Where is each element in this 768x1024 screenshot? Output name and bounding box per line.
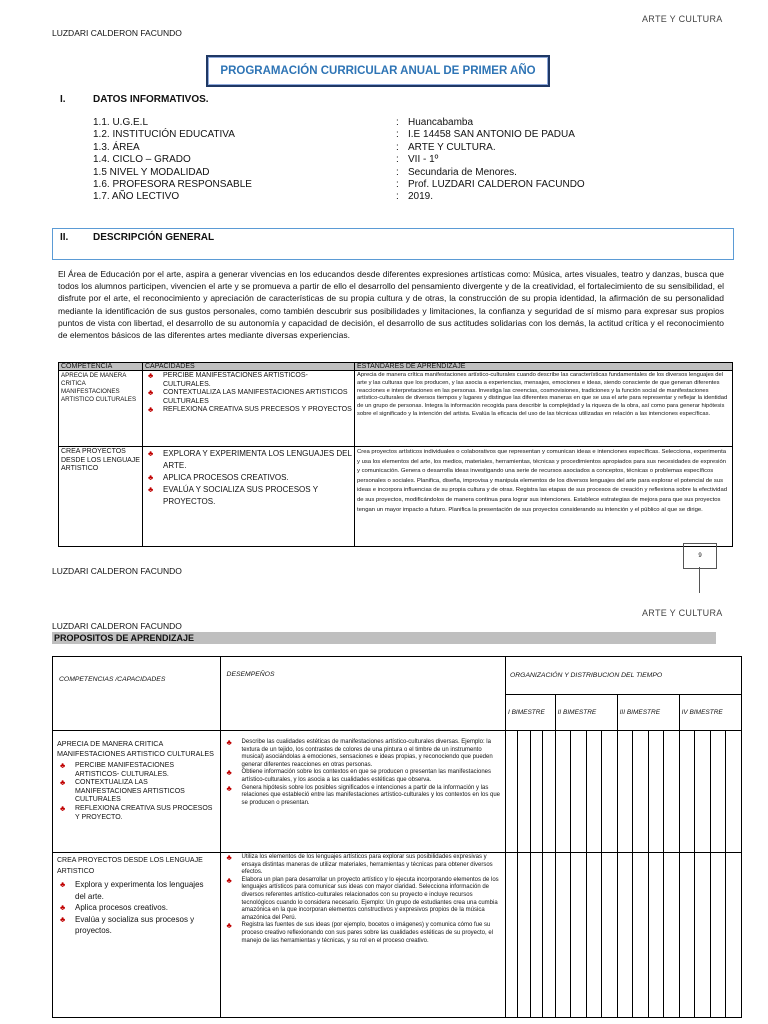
table-row: [59, 447, 733, 547]
header-bimestre-4: IV BIMESTRE: [679, 695, 741, 731]
section-2-title: DESCRIPCIÓN GENERAL: [93, 232, 215, 243]
competencia-cell: CREA PROYECTOS DESDE LOS LENGUAJE ARTISTICO: [59, 447, 143, 547]
list-item: ♣ CONTEXTUALIZA LAS MANIFESTACIONES ARTISTICOS CULTURALES: [145, 389, 352, 406]
info-row: 1.1. U.G.E.L : Huancabamba: [93, 117, 474, 128]
page-number-line: [699, 567, 700, 593]
table-row: [53, 853, 742, 1018]
list-item: ♣ EXPLORA Y EXPERIMENTA LOS LENGUAJES DEL ARTE.: [145, 448, 352, 472]
info-list: [93, 117, 693, 204]
header-area-label: ARTE Y CULTURA: [642, 14, 723, 24]
list-item: ♣ Aplica procesos creativos.: [57, 902, 216, 914]
list-item: ♣ PERCIBE MANIFESTACIONES ARTISTICOS-CULTURALES.: [145, 372, 352, 389]
list-item: ♣ Explora y experimenta los lenguajes del arte.: [57, 879, 216, 902]
header-desempenos: DESEMPEÑOS: [220, 657, 505, 731]
list-item: ♣ EVALÚA Y SOCIALIZA SUS PROCESOS Y PROYECTOS.: [145, 484, 352, 508]
competencies-table: [58, 362, 733, 547]
purposes-title: PROPOSITOS DE APRENDIZAJE: [52, 632, 716, 644]
header-bimestre-2: II BIMESTRE: [555, 695, 617, 731]
info-row: 1.7. AÑO LECTIVO : 2019.: [93, 191, 434, 203]
competencia-cell: APRECIA DE MANERA CRITICA MANIFESTACIONES ARTISTICO CULTURALES ♣ PERCIBE MANIFESTACIONES ARTISTICOS- CULTURALES. ♣ CONTEXTUALIZA LAS MANIFESTACIONES ARTISTICOS CULTURALES ♣ REFLEXIONA CREATIVA SUS PROCESOS Y PROYECTO.: [53, 731, 221, 853]
list-item: ♣ APLICA PROCESOS CREATIVOS.: [145, 472, 352, 484]
competencia-cell: APRECIA DE MANERA CRITICA MANIFESTACIONES ARTISTICO CULTURALES: [59, 371, 143, 447]
list-item: ♣ PERCIBE MANIFESTACIONES ARTISTICOS- CULTURALES.: [57, 762, 216, 779]
list-item: ♣ REFLEXIONA CREATIVA SUS PROCESOS Y PROYECTO.: [57, 805, 216, 822]
info-row: 1.3. ÁREA : ARTE Y CULTURA.: [93, 141, 496, 153]
estandar-cell: Crea proyectos artísticos individuales o colaborativos que representan y comunican ideas e intenciones específicas. Selecciona, experimenta y usa los elementos del arte, los medios, materiales, herramientas, técnicas y procedimientos apropiados para sus necesidades de expresión y comunicación. Genera o desarrolla ideas investigando una serie de recursos asociados a conceptos, técnicas o problemas específicos personales o sociales. Planifica, diseña, improvisa y manipula elementos de los diversos lenguajes del arte para explorar el potencial de sus ideas e incorpora influencias de su propia cultura y de otras. Registra las etapas de sus procesos de creación y reflexiona sobre la efectividad de sus proyectos, modificándolos de manera continua para lograr sus intenciones. Establece estrategias de mejora para que sus proyectos tengan un mayor impacto a futuro. Planifica la presentación de sus proyectos considerando su intención y el público al que se dirige.: [355, 447, 733, 547]
header-author: LUZDARI CALDERON FACUNDO: [52, 28, 182, 38]
header-bimestre-1: I BIMESTRE: [505, 695, 555, 731]
section-1-number: I.: [60, 94, 66, 105]
info-row: 1.2. INSTITUCIÓN EDUCATIVA : I.E 14458 SAN ANTONIO DE PADUA: [93, 129, 575, 141]
capacidades-cell: [143, 371, 355, 447]
table-row: [59, 371, 733, 447]
purposes-table: [52, 656, 742, 1018]
section-2-number: II.: [60, 232, 69, 243]
document-title: PROGRAMACIÓN CURRICULAR ANUAL DE PRIMER AÑO: [206, 55, 550, 87]
list-item: ♣ Genera hipótesis sobre los posibles significados e intenciones a partir de la información y las relaciones que estableció entre las manifestaciones artístico-culturales y los contextos en los que se producen o presentan.: [224, 785, 502, 808]
footer-author: LUZDARI CALDERON FACUNDO: [52, 566, 182, 576]
header-competencia: COMPETENCIA: [59, 363, 143, 371]
header-bimestre-3: III BIMESTRE: [617, 695, 679, 731]
list-item: ♣ Elabora un plan para desarrollar un proyecto artístico y lo ejecuta incorporando elementos de los lenguajes artísticos para comunicar sus ideas con mayor claridad. Selecciona información de diversos referentes artístico-culturales relacionados con su proyecto e incluye recursos tecnológicos cuando lo considera necesario. Ejemplo: Un grupo de estudiantes crea una cumbia amazónica en la que incorporan elementos constructivos y expresivos propios de la música amazónica del Perú.: [224, 877, 502, 923]
table-header-row: [59, 363, 733, 371]
capacidades-cell: [143, 447, 355, 547]
list-item: ♣ CONTEXTUALIZA LAS MANIFESTACIONES ARTISTICOS CULTURALES: [57, 779, 216, 805]
header-capacidades: CAPACIDADES: [143, 363, 355, 371]
general-description: El Área de Educación por el arte, aspira a generar vivencias en los educandos desde diferentes expresiones artísticas como: Música, artes visuales, teatro y danzas, busca que todos los alumnos participen, vivencien el arte y se promueva a partir de ello el desarrollo del pensamiento divergente y de la creatividad, el fortalecimiento de su sensibilidad, el disfrute por el arte, el reconocimiento y apreciación de características de su propia cultura y de otras, la construcción de su propia identidad, la afirmación de su personalidad mediante la identificación de sus gustos personales, como también descubrir sus posibilidades y limitaciones, la confianza y seguridad de sí mismo para expresar sus propios puntos de vista con libertad, el desarrollo de su autonomía y capacidad de decisión, el desarrollo de sus actitudes solidarias con los demás, la actitud crítica y el reconocimiento de elementos básicos de las diferentes artes mediante diversas experiencias.: [58, 269, 724, 341]
list-item: ♣ Registra las fuentes de sus ideas (por ejemplo, bocetos o imágenes) y comunica cómo fue su proceso creativo reflexionando con sus pares sobre las cualidades estéticas de su proyecto, el manejo de las herramientas y técnicas, y su rol en el proceso creativo.: [224, 922, 502, 945]
header-competencias: COMPETENCIAS /CAPACIDADES: [53, 657, 221, 731]
list-item: ♣ REFLEXIONA CREATIVA SUS PRECESOS Y PROYECTOS: [145, 406, 352, 415]
list-item: ♣ Evalúa y socializa sus procesos y proyectos.: [57, 914, 216, 937]
page-number: 9: [683, 543, 717, 569]
header-author-2: LUZDARI CALDERON FACUNDO: [52, 621, 182, 631]
info-row: 1.6. PROFESORA RESPONSABLE : Prof. LUZDARI CALDERON FACUNDO: [93, 178, 585, 190]
info-row: 1.5 NIVEL Y MODALIDAD : Secundaria de Menores.: [93, 166, 517, 178]
section-2-box: [52, 228, 734, 260]
list-item: ♣ Describe las cualidades estéticas de manifestaciones artístico-culturales diversas. Ejemplo: la textura de un tejido, los contrastes de colores de una pintura o el timbre de un instrumento musical) asociándolas a emociones, sensaciones e ideas propias, y reconociendo que pueden generar diferentes reacciones en otras personas.: [224, 739, 502, 769]
table-row: [53, 731, 742, 853]
header-estandares: ESTANDARES DE APRENDIZAJE: [355, 363, 733, 371]
list-item: ♣ Utiliza los elementos de los lenguajes artísticos para explorar sus posibilidades expresivas y ensaya distintas maneras de utilizar materiales, herramientas y técnicas para obtener diversos efectos.: [224, 854, 502, 877]
header-area-label-2: ARTE Y CULTURA: [642, 608, 723, 618]
estandar-cell: Aprecia de manera crítica manifestaciones artístico-culturales cuando describe las características fundamentales de los diversos lenguajes del arte y las culturas que los producen, y las asocia a experiencias, mensajes, emociones e ideas, siendo consciente de que generan diferentes reacciones e interpretaciones en las personas. Investiga las creencias, cosmovisiones, tradiciones y la función social de manifestaciones artístico-culturales de diversos tiempos y lugares y distingue las diferentes maneras en que se usa el arte para representar y reflejar la identidad de un grupo de personas. Integra la información recogida para describir la complejidad y la riqueza de la obra, así como para generar hipótesis sobre el significado y la intención del artista. Evalúa la eficacia del uso de las técnicas utilizadas en relación a las intenciones específicas.: [355, 371, 733, 447]
info-row: 1.4. CICLO – GRADO : VII - 1º: [93, 154, 439, 166]
table-header-row: [53, 657, 742, 695]
header-organizacion: ORGANIZACIÓN Y DISTRIBUCION DEL TIEMPO: [505, 657, 741, 695]
list-item: ♣ Obtiene información sobre los contextos en que se producen o presentan las manifestaciones artístico-culturales, y los asocia a las cualidades estéticas que observa.: [224, 769, 502, 784]
section-1-title: DATOS INFORMATIVOS.: [93, 94, 209, 105]
desempenos-cell: [220, 853, 505, 1018]
competencia-cell: CREA PROYECTOS DESDE LOS LENGUAJE ARTISTICO ♣ Explora y experimenta los lenguajes del arte. ♣ Aplica procesos creativos. ♣ Evalúa y socializa sus procesos y proyectos.: [53, 853, 221, 1018]
desempenos-cell: [220, 731, 505, 853]
